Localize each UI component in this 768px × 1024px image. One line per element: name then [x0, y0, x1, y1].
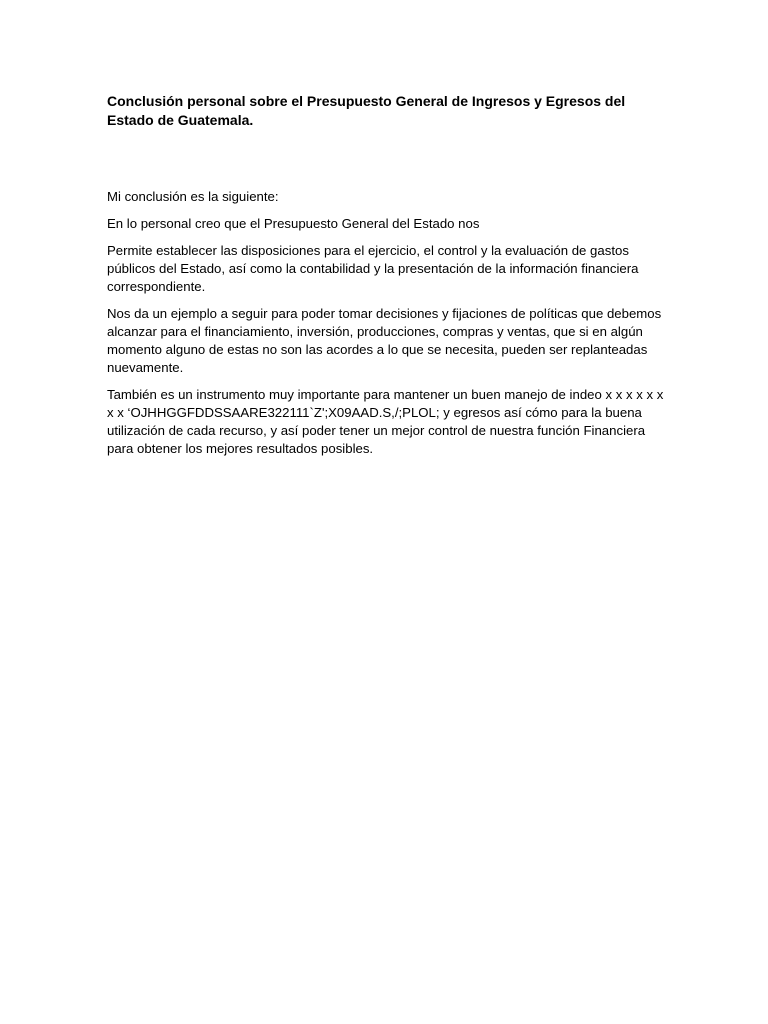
paragraph-intro: Mi conclusión es la siguiente: — [107, 189, 279, 204]
document-title: Conclusión personal sobre el Presupuesto General de Ingresos y Egresos del Estado de Guatemala. — [107, 93, 626, 128]
paragraph-dispositions: Permite establecer las disposiciones para el ejercicio, el control y la evaluación de gastos públicos del Estado, así como la contabilidad y la presentación de la información financiera correspondiente. — [107, 243, 639, 294]
paragraph-example: Nos da un ejemplo a seguir para poder tomar decisiones y fijaciones de políticas que debemos alcanzar para el financiamiento, inversión, producciones, compras y ventas, que si en algún momento alguno de estas no son las acordes a lo que se necesita, pueden ser replanteadas nuevamente. — [107, 306, 662, 375]
document-body — [107, 188, 667, 458]
document-page — [107, 92, 667, 467]
paragraph-instrument: También es un instrumento muy importante para mantener un buen manejo de indeo x x x x x x x x ‘OJHHGGFDDSSAARE322111`Z';X09AAD.S,/;PLOL; y egresos así cómo para la buena utilización de cada recurso, y así poder tener un mejor control de nuestra función Financiera para obtener los mejores resultados posibles. — [107, 387, 664, 456]
paragraph-opinion: En lo personal creo que el Presupuesto General del Estado nos — [107, 216, 480, 231]
